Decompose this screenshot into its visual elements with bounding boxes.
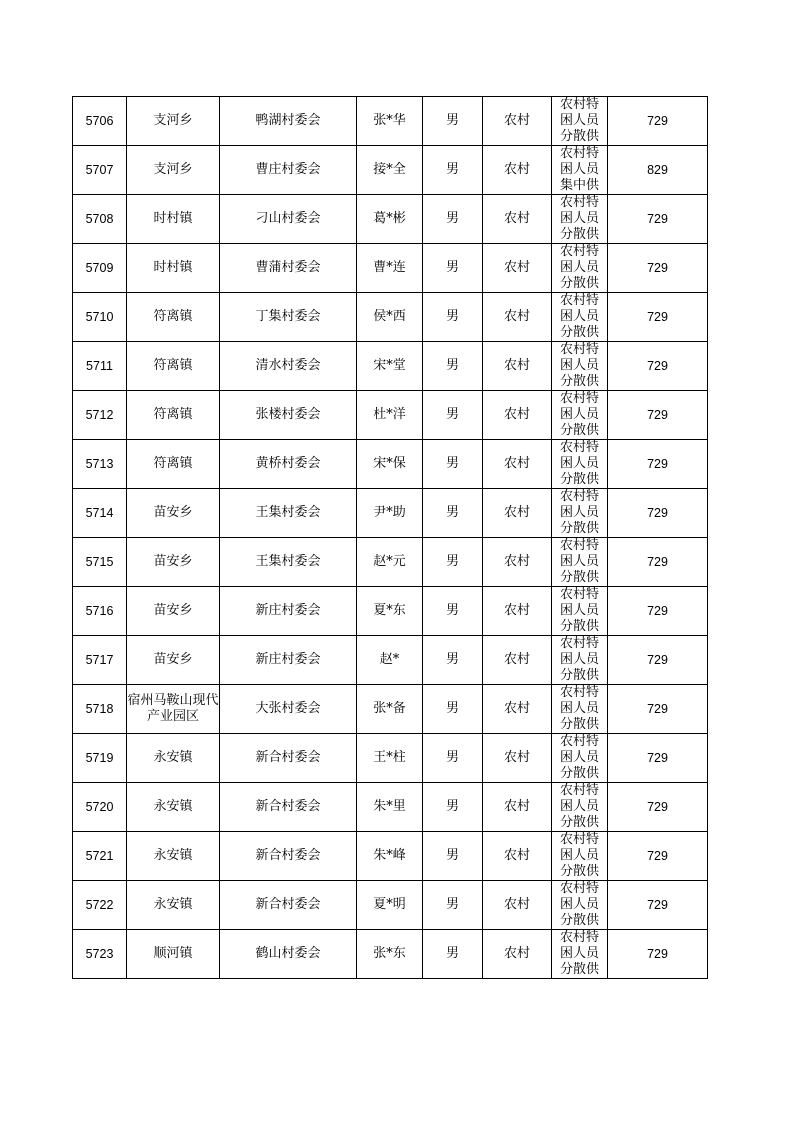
amount-cell: 729 (608, 783, 708, 832)
amount-cell: 729 (608, 636, 708, 685)
amount-cell: 729 (608, 293, 708, 342)
amount-cell: 729 (608, 391, 708, 440)
support-type-cell (552, 587, 608, 636)
town-cell: 符离镇 (127, 342, 220, 391)
support-type-text: 农村特困人员分散供 (559, 930, 599, 977)
gender-cell: 男 (423, 832, 483, 881)
village-cell: 新合村委会 (220, 734, 357, 783)
amount-cell: 729 (608, 440, 708, 489)
gender-cell: 男 (423, 783, 483, 832)
row-id-cell: 5711 (73, 342, 127, 391)
support-type-text: 农村特困人员分散供 (559, 244, 599, 291)
row-id-cell: 5723 (73, 930, 127, 979)
row-id-cell: 5712 (73, 391, 127, 440)
town-cell: 苗安乡 (127, 538, 220, 587)
row-id-cell: 5722 (73, 881, 127, 930)
records-body (73, 97, 708, 979)
table-row (73, 293, 708, 342)
support-type-cell (552, 97, 608, 146)
gender-cell: 男 (423, 146, 483, 195)
amount-cell: 729 (608, 734, 708, 783)
support-type-text: 农村特困人员分散供 (559, 783, 599, 830)
support-type-text: 农村特困人员分散供 (559, 685, 599, 732)
village-cell: 新庄村委会 (220, 636, 357, 685)
gender-cell: 男 (423, 391, 483, 440)
person-name-cell: 尹*助 (357, 489, 423, 538)
table-row (73, 881, 708, 930)
support-type-cell (552, 832, 608, 881)
support-type-cell (552, 489, 608, 538)
table-row (73, 587, 708, 636)
gender-cell: 男 (423, 587, 483, 636)
town-cell: 永安镇 (127, 783, 220, 832)
person-name-cell: 张*华 (357, 97, 423, 146)
table-row (73, 538, 708, 587)
support-type-cell (552, 244, 608, 293)
village-cell: 曹庄村委会 (220, 146, 357, 195)
row-id-cell: 5713 (73, 440, 127, 489)
town-cell: 顺河镇 (127, 930, 220, 979)
area-cell: 农村 (483, 440, 552, 489)
village-cell: 黄桥村委会 (220, 440, 357, 489)
amount-cell: 729 (608, 244, 708, 293)
person-name-cell: 赵* (357, 636, 423, 685)
gender-cell: 男 (423, 930, 483, 979)
table-row (73, 734, 708, 783)
row-id-cell: 5715 (73, 538, 127, 587)
support-type-text: 农村特困人员分散供 (559, 636, 599, 683)
support-type-text: 农村特困人员分散供 (559, 440, 599, 487)
amount-cell: 729 (608, 930, 708, 979)
support-type-text: 农村特困人员分散供 (559, 734, 599, 781)
support-type-cell (552, 685, 608, 734)
support-type-cell (552, 881, 608, 930)
support-type-cell (552, 930, 608, 979)
amount-cell: 729 (608, 832, 708, 881)
person-name-cell: 朱*峰 (357, 832, 423, 881)
support-type-cell (552, 636, 608, 685)
area-cell: 农村 (483, 930, 552, 979)
support-type-cell (552, 783, 608, 832)
support-type-text: 农村特困人员集中供 (559, 146, 599, 193)
town-cell: 符离镇 (127, 440, 220, 489)
person-name-cell: 接*全 (357, 146, 423, 195)
table-row (73, 832, 708, 881)
area-cell: 农村 (483, 342, 552, 391)
amount-cell: 729 (608, 97, 708, 146)
area-cell: 农村 (483, 244, 552, 293)
area-cell: 农村 (483, 881, 552, 930)
town-cell: 永安镇 (127, 734, 220, 783)
amount-cell: 729 (608, 538, 708, 587)
village-cell: 新合村委会 (220, 783, 357, 832)
support-type-cell (552, 195, 608, 244)
gender-cell: 男 (423, 244, 483, 293)
area-cell: 农村 (483, 734, 552, 783)
support-type-cell (552, 342, 608, 391)
row-id-cell: 5707 (73, 146, 127, 195)
town-cell: 永安镇 (127, 881, 220, 930)
table-row (73, 195, 708, 244)
town-cell: 宿州马鞍山现代产业园区 (127, 685, 220, 734)
table-row (73, 440, 708, 489)
village-cell: 张楼村委会 (220, 391, 357, 440)
village-cell: 曹蒲村委会 (220, 244, 357, 293)
area-cell: 农村 (483, 538, 552, 587)
area-cell: 农村 (483, 489, 552, 538)
gender-cell: 男 (423, 734, 483, 783)
village-cell: 大张村委会 (220, 685, 357, 734)
table-row (73, 636, 708, 685)
area-cell: 农村 (483, 636, 552, 685)
row-id-cell: 5719 (73, 734, 127, 783)
village-cell: 刁山村委会 (220, 195, 357, 244)
town-cell: 时村镇 (127, 195, 220, 244)
person-name-cell: 宋*堂 (357, 342, 423, 391)
town-cell: 时村镇 (127, 244, 220, 293)
person-name-cell: 宋*保 (357, 440, 423, 489)
support-type-text: 农村特困人员分散供 (559, 293, 599, 340)
person-name-cell: 杜*洋 (357, 391, 423, 440)
gender-cell: 男 (423, 440, 483, 489)
village-cell: 王集村委会 (220, 489, 357, 538)
amount-cell: 729 (608, 195, 708, 244)
table-row (73, 244, 708, 293)
town-cell: 符离镇 (127, 391, 220, 440)
town-cell: 苗安乡 (127, 587, 220, 636)
gender-cell: 男 (423, 97, 483, 146)
person-name-cell: 葛*彬 (357, 195, 423, 244)
table-row (73, 685, 708, 734)
person-name-cell: 王*柱 (357, 734, 423, 783)
support-type-cell (552, 293, 608, 342)
table-row (73, 146, 708, 195)
gender-cell: 男 (423, 636, 483, 685)
area-cell: 农村 (483, 293, 552, 342)
person-name-cell: 张*东 (357, 930, 423, 979)
support-type-text: 农村特困人员分散供 (559, 97, 599, 144)
town-cell: 苗安乡 (127, 636, 220, 685)
amount-cell: 729 (608, 685, 708, 734)
row-id-cell: 5708 (73, 195, 127, 244)
support-type-cell (552, 391, 608, 440)
person-name-cell: 朱*里 (357, 783, 423, 832)
area-cell: 农村 (483, 832, 552, 881)
table-row (73, 930, 708, 979)
amount-cell: 729 (608, 587, 708, 636)
area-cell: 农村 (483, 685, 552, 734)
village-cell: 清水村委会 (220, 342, 357, 391)
area-cell: 农村 (483, 587, 552, 636)
area-cell: 农村 (483, 97, 552, 146)
area-cell: 农村 (483, 391, 552, 440)
amount-cell: 729 (608, 881, 708, 930)
row-id-cell: 5710 (73, 293, 127, 342)
amount-cell: 829 (608, 146, 708, 195)
person-name-cell: 夏*明 (357, 881, 423, 930)
area-cell: 农村 (483, 783, 552, 832)
records-table (72, 96, 708, 979)
row-id-cell: 5717 (73, 636, 127, 685)
village-cell: 王集村委会 (220, 538, 357, 587)
amount-cell: 729 (608, 489, 708, 538)
support-type-cell (552, 734, 608, 783)
village-cell: 鸭湖村委会 (220, 97, 357, 146)
area-cell: 农村 (483, 146, 552, 195)
village-cell: 鹤山村委会 (220, 930, 357, 979)
gender-cell: 男 (423, 342, 483, 391)
person-name-cell: 张*备 (357, 685, 423, 734)
row-id-cell: 5721 (73, 832, 127, 881)
gender-cell: 男 (423, 685, 483, 734)
support-type-text: 农村特困人员分散供 (559, 587, 599, 634)
town-cell: 符离镇 (127, 293, 220, 342)
row-id-cell: 5720 (73, 783, 127, 832)
person-name-cell: 曹*连 (357, 244, 423, 293)
row-id-cell: 5709 (73, 244, 127, 293)
support-type-text: 农村特困人员分散供 (559, 342, 599, 389)
town-cell: 苗安乡 (127, 489, 220, 538)
table-row (73, 97, 708, 146)
person-name-cell: 赵*元 (357, 538, 423, 587)
table-row (73, 783, 708, 832)
support-type-cell (552, 440, 608, 489)
table-row (73, 489, 708, 538)
person-name-cell: 夏*东 (357, 587, 423, 636)
gender-cell: 男 (423, 489, 483, 538)
village-cell: 丁集村委会 (220, 293, 357, 342)
town-cell: 支河乡 (127, 146, 220, 195)
support-type-text: 农村特困人员分散供 (559, 538, 599, 585)
support-type-text: 农村特困人员分散供 (559, 832, 599, 879)
gender-cell: 男 (423, 293, 483, 342)
row-id-cell: 5716 (73, 587, 127, 636)
support-type-text: 农村特困人员分散供 (559, 489, 599, 536)
gender-cell: 男 (423, 195, 483, 244)
town-cell: 永安镇 (127, 832, 220, 881)
village-cell: 新合村委会 (220, 881, 357, 930)
table-row (73, 391, 708, 440)
village-cell: 新庄村委会 (220, 587, 357, 636)
row-id-cell: 5714 (73, 489, 127, 538)
village-cell: 新合村委会 (220, 832, 357, 881)
row-id-cell: 5706 (73, 97, 127, 146)
support-type-text: 农村特困人员分散供 (559, 881, 599, 928)
support-type-cell (552, 146, 608, 195)
support-type-text: 农村特困人员分散供 (559, 391, 599, 438)
person-name-cell: 侯*西 (357, 293, 423, 342)
amount-cell: 729 (608, 342, 708, 391)
gender-cell: 男 (423, 538, 483, 587)
support-type-cell (552, 538, 608, 587)
area-cell: 农村 (483, 195, 552, 244)
support-type-text: 农村特困人员分散供 (559, 195, 599, 242)
row-id-cell: 5718 (73, 685, 127, 734)
gender-cell: 男 (423, 881, 483, 930)
town-cell: 支河乡 (127, 97, 220, 146)
table-row (73, 342, 708, 391)
